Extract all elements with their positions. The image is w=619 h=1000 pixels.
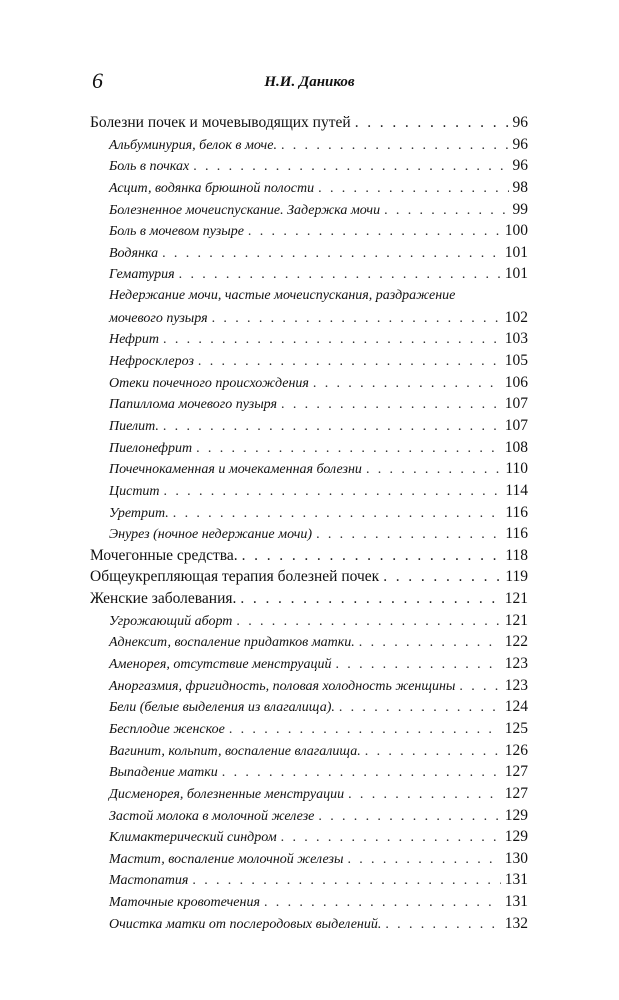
toc-entry-title: Болезни почек и мочевыводящих путей	[90, 114, 351, 131]
toc-entry-title: Вагинит, кольпит, воспаление влагалища.	[109, 743, 361, 759]
toc-entry	[90, 263, 528, 285]
toc-entry-title: Аноргазмия, фригидность, половая холодность женщины	[109, 678, 456, 694]
toc-entry	[90, 848, 528, 870]
toc-entry-title: Гематурия	[109, 267, 175, 283]
toc-page-number: 127	[504, 784, 528, 802]
toc-entry	[90, 675, 528, 697]
toc-page-number: 127	[504, 763, 528, 781]
toc-entry-title: Угрожающий аборт	[109, 613, 233, 629]
toc-page-number: 114	[505, 481, 528, 499]
toc-page-number: 100	[504, 222, 528, 240]
toc-section	[90, 566, 528, 588]
toc-entry	[90, 220, 528, 242]
toc-page-number: 96	[512, 114, 528, 131]
toc-entry-title: Почечнокаменная и мочекаменная болезни	[109, 462, 362, 478]
toc-entry	[90, 177, 528, 199]
toc-leader-dots	[316, 524, 501, 545]
toc-entry	[90, 502, 528, 524]
toc-page-number: 129	[504, 806, 528, 824]
toc-entry	[90, 740, 528, 762]
toc-entry	[90, 631, 528, 653]
toc-entry	[90, 328, 528, 350]
toc-entry	[90, 285, 528, 307]
toc-entry	[90, 696, 528, 718]
toc-page-number: 121	[504, 611, 528, 629]
toc-entry-title: Боль в почках	[109, 159, 190, 175]
toc-page-number: 101	[504, 243, 528, 261]
toc-page-number: 99	[512, 200, 528, 218]
toc-leader-dots	[179, 264, 501, 285]
toc-leader-dots	[240, 588, 500, 610]
toc-leader-dots	[313, 373, 501, 394]
toc-entry	[90, 805, 528, 827]
toc-page-number: 108	[504, 438, 528, 456]
toc-entry-title: Маточные кровотечения	[109, 895, 260, 911]
toc-entry-title: Цистит	[109, 483, 160, 499]
toc-section	[90, 545, 528, 567]
toc-page-number: 116	[505, 525, 528, 543]
toc-leader-dots	[318, 806, 500, 827]
toc-page-number: 131	[504, 871, 528, 889]
toc-page-number: 96	[512, 157, 528, 175]
toc-entry-title-continuation: мочевого пузыря	[109, 310, 208, 326]
toc-leader-dots	[385, 914, 500, 935]
toc-entry-title: Мастит, воспаление молочной железы	[109, 851, 344, 867]
toc-entry	[90, 415, 528, 437]
toc-leader-dots	[229, 719, 501, 740]
toc-leader-dots	[355, 112, 509, 134]
toc-page-number: 124	[504, 698, 528, 716]
toc-leader-dots	[264, 892, 501, 913]
toc-leader-dots	[459, 676, 500, 697]
toc-entry	[90, 242, 528, 264]
toc-leader-dots	[173, 503, 502, 524]
toc-leader-dots	[281, 394, 501, 415]
toc-entry	[90, 155, 528, 177]
toc-page-number: 105	[504, 352, 528, 370]
toc-entry-title: Женские заболевания.	[90, 590, 237, 608]
toc-entry-title: Болезненное мочеиспускание. Задержка мочи	[109, 202, 381, 218]
toc-leader-dots	[281, 135, 509, 156]
toc-entry-title: Уретрит.	[109, 505, 169, 521]
toc-entry	[90, 372, 528, 394]
toc-entry-title: Пиелит.	[109, 418, 159, 434]
toc-leader-dots	[192, 870, 500, 891]
toc-entry-title: Энурез (ночное недержание мочи)	[109, 527, 313, 543]
toc-page-number: 129	[504, 828, 528, 846]
table-of-contents	[90, 112, 528, 934]
toc-leader-dots	[212, 308, 501, 329]
toc-leader-dots	[383, 566, 501, 588]
toc-entry	[90, 869, 528, 891]
toc-entry-title: Водянка	[109, 245, 159, 261]
toc-leader-dots	[162, 243, 501, 264]
toc-page-number: 131	[504, 893, 528, 911]
toc-entry-title: Альбуминурия, белок в моче.	[109, 137, 277, 153]
running-head: Н.И. Даников	[264, 74, 355, 90]
toc-entry	[90, 610, 528, 632]
toc-leader-dots	[281, 827, 501, 848]
toc-entry-title: Мастопатия	[109, 873, 189, 889]
toc-page-number: 123	[504, 655, 528, 673]
toc-leader-dots	[359, 632, 501, 653]
toc-entry	[90, 199, 528, 221]
toc-entry-title: Климактерический синдром	[109, 830, 277, 846]
toc-leader-dots	[335, 654, 500, 675]
toc-entry	[90, 134, 528, 156]
toc-leader-dots	[164, 481, 502, 502]
toc-page-number: 121	[504, 590, 528, 608]
toc-entry	[90, 783, 528, 805]
toc-entry-title: Аменорея, отсутствие менструаций	[109, 657, 332, 673]
toc-entry-title: Бели (белые выделения из влагалища).	[109, 700, 335, 716]
toc-leader-dots	[196, 438, 501, 459]
toc-leader-dots	[318, 178, 508, 199]
toc-entry	[90, 718, 528, 740]
toc-entry-title: Мочегонные средства.	[90, 546, 238, 564]
toc-leader-dots	[198, 351, 501, 372]
toc-section	[90, 588, 528, 610]
toc-page-number: 98	[512, 178, 528, 196]
toc-page-number: 110	[505, 460, 528, 478]
toc-leader-dots	[347, 849, 500, 870]
toc-entry-title: Бесплодие женское	[109, 721, 225, 737]
toc-entry	[90, 437, 528, 459]
toc-leader-dots	[163, 329, 501, 350]
toc-leader-dots	[236, 611, 500, 632]
toc-entry	[90, 826, 528, 848]
toc-entry-title: Асцит, водянка брюшной полости	[109, 180, 315, 196]
toc-entry	[90, 653, 528, 675]
toc-entry	[90, 523, 528, 545]
toc-leader-dots	[339, 697, 501, 718]
toc-entry-title: Пиелонефрит	[109, 440, 193, 456]
toc-entry	[90, 458, 528, 480]
toc-leader-dots	[365, 741, 501, 762]
toc-page-number: 119	[505, 568, 528, 586]
toc-section	[90, 112, 528, 134]
toc-page-number: 116	[505, 503, 528, 521]
toc-entry-title: Нефросклероз	[109, 354, 194, 370]
toc-leader-dots	[366, 459, 501, 480]
toc-page-number: 106	[504, 373, 528, 391]
toc-entry-title: Выпадение матки	[109, 765, 218, 781]
toc-entry-title: Застой молока в молочной железе	[109, 808, 315, 824]
toc-page-number: 130	[504, 849, 528, 867]
toc-entry-title: Недержание мочи, частые мочеиспускания, раздражение	[109, 288, 456, 304]
toc-page-number: 102	[504, 308, 528, 326]
toc-entry-title: Аднексит, воспаление придатков матки.	[109, 635, 355, 651]
toc-leader-dots	[384, 200, 508, 221]
toc-page-number: 122	[504, 633, 528, 651]
toc-page-number: 123	[504, 676, 528, 694]
toc-leader-dots	[248, 221, 501, 242]
toc-leader-dots	[163, 416, 501, 437]
toc-page-number: 96	[512, 135, 528, 153]
toc-leader-dots	[222, 762, 501, 783]
toc-page-number: 107	[504, 395, 528, 413]
toc-entry-title: Дисменорея, болезненные менструации	[109, 786, 345, 802]
toc-page-number: 107	[504, 416, 528, 434]
toc-page-number: 125	[504, 719, 528, 737]
toc-entry	[90, 761, 528, 783]
toc-entry	[90, 913, 528, 935]
toc-entry-title: Папиллома мочевого пузыря	[109, 397, 278, 413]
toc-entry	[90, 480, 528, 502]
toc-page-number: 132	[504, 914, 528, 932]
toc-page-number: 103	[504, 330, 528, 348]
toc-entry-title: Общеукрепляющая терапия болезней почек	[90, 568, 380, 586]
toc-page-number: 118	[505, 546, 528, 564]
toc-leader-dots	[242, 545, 502, 567]
toc-entry-title: Нефрит	[109, 332, 160, 348]
toc-page-number: 101	[504, 265, 528, 283]
page-header	[0, 68, 619, 98]
toc-entry-title: Очистка матки от послеродовых выделений.	[109, 916, 382, 932]
page-number: 6	[92, 68, 103, 93]
toc-entry	[90, 350, 528, 372]
toc-leader-dots	[348, 784, 501, 805]
toc-entry-title: Боль в мочевом пузыре	[109, 224, 244, 240]
toc-entry-continuation	[90, 307, 528, 329]
toc-entry	[90, 891, 528, 913]
toc-page-number: 126	[504, 741, 528, 759]
toc-entry-title: Отеки почечного происхождения	[109, 375, 309, 391]
toc-entry	[90, 393, 528, 415]
toc-leader-dots	[193, 156, 508, 177]
